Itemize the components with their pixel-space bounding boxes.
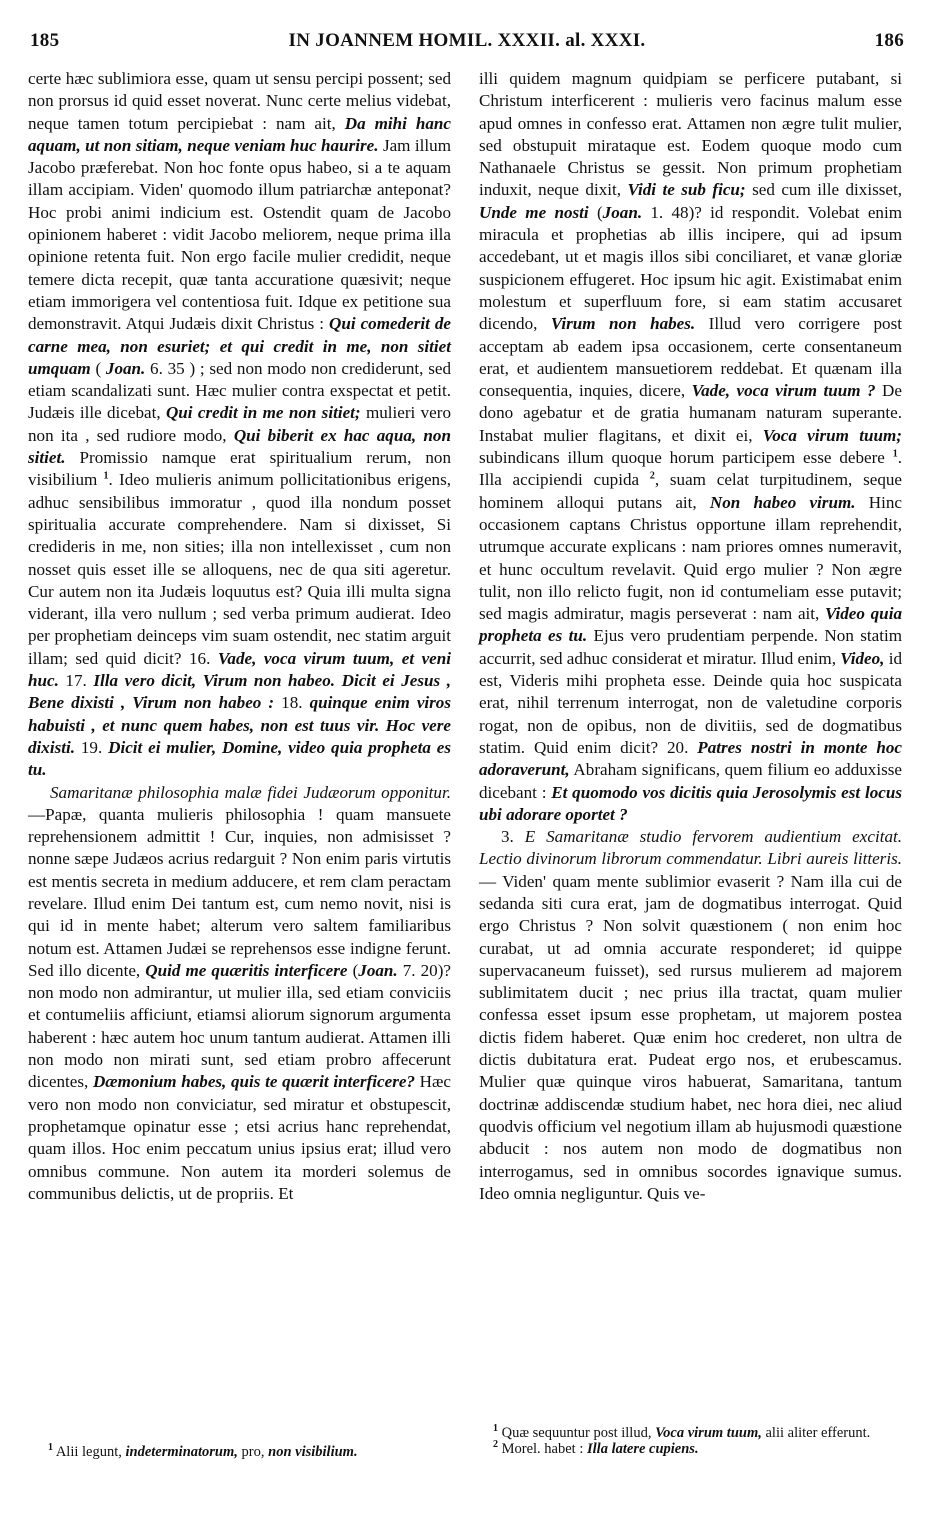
text-run: (: [90, 358, 106, 378]
text-run: certe hæc sublimiora esse, quam ut sensu percipi possent; sed non prorsus id quid esset noverat. Nunc certe melius videbat, neque tamen totum percipiebat : nam ait,: [28, 69, 451, 133]
text-run: , suam celat turpitudinem, seque hominem alloqui putans ait,: [479, 470, 902, 512]
text-run: — Viden' quam mente sublimior evaserit ? Nam illa cui de sedanda siti cura erat, jam de dogmatibus interrogat. Quid ergo Christus ? Non solvit quæstionem ( non enim hoc curabat, ut ad omnia accurate responderet; id quippe supervacaneum fuisset), sed rursus mulierem ad majorem sublimitatem ducit ; nec prius illa tractat, quam mulier confessa esset ipsum esse prophetam, ut majorem postea dictis fidem haberet. Quæ enim hoc crederet, non ultra de dictis dubitatura erat. Pudeat ergo nos, et erubescamus. Mulier quæ quinque viros habuerat, Samaritana, tantum doctrinæ addiscendæ studium habet, nec hora diei, nec aliud quodvis officium vel negotium illam ab hujusmodi quæstione abducit : nos autem non modo de dogmatibus non interrogamus, sed in omnibus socordes ignavique sumus. Ideo omnia negliguntur. Quis ve-: [479, 871, 902, 1203]
italic-run: Voca virum tuum;: [762, 425, 902, 445]
text-run: . Illa accipiendi cupida: [479, 448, 902, 490]
section-heading: Samaritanæ philosophia malæ fidei Judæorum opponitur.: [50, 782, 451, 802]
italic-run: Dicit ei mulier, Domine, video quia propheta es tu.: [28, 737, 451, 780]
text-run: mulieri vero non ita , sed rudiore modo,: [28, 403, 451, 445]
text-run: Hinc occasionem captans Christus opportune illam reprehendit, utrumque accurate explicans : nam priores omnes numeravit, et hunc occultum revelavit. Quid ergo mulier ? Non ægre tulit, non illo relicto fugit, non id contumeliam esse putavit; sed magis admiratur, magis perseverat : nam ait,: [479, 492, 902, 624]
paragraph: [28, 68, 451, 782]
italic-run: Virum non habes.: [550, 314, 696, 334]
left-column: [28, 68, 451, 1205]
text-run: 1. 48)? id respondit. Volebat enim miracula et prophetias ab illis incipere, qui ad ipsum accedebant, ut et magis illos sibi conciliaret, et vanæ gloriæ suspicionem effugeret. Hoc ipsum hic agit. Existimabat enim molestum et superfluum fore, si eam statim accusaret dicendo,: [479, 202, 903, 334]
right-column: [479, 68, 902, 1205]
footnote-marker: 2: [493, 1439, 498, 1451]
italic-run: Da mihi hanc aquam, ut non sitiam, neque veniam huc haurire.: [28, 113, 451, 155]
text-run: Promissio namque erat spiritualium rerum, non visibilium: [28, 448, 451, 490]
italic-run: Voca virum tuum,: [655, 1425, 762, 1441]
italic-run: Quid me quæritis interficere: [145, 960, 348, 980]
text-run: De dono agebatur et de gratia humanam naturam superante. Instabat mulier flagitans, et dixit ei,: [479, 381, 902, 445]
text-run: alii aliter efferunt.: [761, 1425, 871, 1441]
text-run: 7. 20)? non modo non admirantur, ut mulier illa, sed etiam conviciis et contumeliis afficiunt, etiamsi aliorum signorum argumenta haberent : hæc autem hoc unum tantum audierat. Attamen illi non modo non mirati sunt, sed etiam probro affecerunt dicentes,: [28, 960, 452, 1092]
text-run: Illud vero corrigere post acceptam ab eadem ipsa occasionem, certe consentaneum erat, et audientem mansuetiorem reddebat. Et quænam illa consequentia, inquies, dicere,: [479, 314, 902, 401]
text-run: Jam illum Jacobo præferebat. Non hoc fonte opus habeo, si a te aquam illam accipiam. Viden' quomodo illum patriarchæ anteponat? Hoc probi animi indicium est. Ostendit quam de Jacobo opinionem haberet : vidit Jacobo meliorem, neque prima illa opinione retenta fuit. Non ergo facile mulier credidit, neque temere dicta recepit, quæ tanta accuratione quæsivit; neque etiam immorigera vel contentiosa fuit. Idque ex petitione sua demonstravit. Atqui Judæis dixit Christus :: [28, 135, 451, 334]
italic-run: Patres nostri in monte hoc adoraverunt,: [479, 737, 902, 780]
text-run: (: [588, 202, 603, 222]
document-page: [28, 30, 906, 1520]
running-head: [28, 30, 906, 58]
italic-run: Illa vero dicit, Virum non habeo. Dicit ei Jesus , Bene dixisti , Virum non habeo :: [28, 671, 451, 713]
italic-run: Et quomodo vos dicitis quia Jerosolymis est locus ubi adorare oportet ?: [479, 782, 902, 824]
text-run: Morel. habet :: [498, 1441, 587, 1457]
italic-run: Vade, voca virum tuum ?: [691, 381, 876, 401]
italic-run: Joan.: [105, 358, 146, 378]
text-run: pro,: [237, 1444, 269, 1460]
text-run: (: [347, 960, 359, 980]
text-run: Ejus vero prudentiam perpende. Non statim accurrit, sed adhuc considerat et miratur. Illud enim,: [479, 626, 903, 668]
text-run: illi quidem magnum quidpiam se perficere putabant, si Christum interficerent : mulieris vero facinus malum esse apud omnes in confesso erat. Attamen non ægre tulit mulier, sed obstupuit mirataque est. Eodem quoque modo cum Nathanaele Christus se gessit. Non primum prophetiam induxit, neque dixit,: [479, 69, 902, 200]
text-run: . Ideo mulieris animum pollicitationibus erigens, adhuc sensibilibus immoratur , quod illa nondum posset spiritualia accurate comprehendere. Nam si dixisset, Si credideris in me, non sities; illa non intellexisset , cum non nosset quis esset ille se alloquens, nec de qua siti ageretur. Cur autem non ita Judæis loquutus est? Quia illi multa signa viderant, illa vero nullum ; sed verba primum audierat. Ideo per prophetiam deinceps vim suam ostendit, nec statim arguit illam; sed quid dicit? 16.: [28, 470, 452, 668]
paragraph: [479, 68, 902, 826]
italic-run: quinque enim viros habuisti , et nunc quem habes, non est tuus vir. Hoc vere dixisti.: [28, 693, 452, 757]
text-run: Hæc vero non modo non conviciatur, sed miratur et obstupescit, prophetamque opinatur esse ; etsi acrius hanc reprehendat, quam illos. Hoc enim peccatum unius ipsius erat; illud vero omnibus commune. Non autem ita morderi solemus de communibus delictis, ut de propriis. Et: [28, 1072, 452, 1203]
italic-run: Qui credit in me non sitiet;: [165, 403, 361, 423]
running-title: IN JOANNEM HOMIL. XXXII. al. XXXI.: [288, 30, 646, 51]
text-run: id est, Videris mihi propheta esse. Deinde quia hoc suspicata erat, nihil terrenum interrogat, non de valetudine corporis rogat, non de opibus, non de divitiis, sed de dogmatibus statim. Quid enim dicit? 20.: [479, 648, 902, 757]
text-run: Abraham significans, quem filium eo adduxisse dicebant :: [479, 760, 902, 802]
footnotes-right: [493, 1425, 903, 1457]
section-heading: E Samaritanæ studio fervorem audientium excitat. Lectio divinorum librorum commendatur. Libri aureis litteris.: [479, 827, 903, 869]
text-run: 3.: [501, 827, 525, 847]
text-run: 17.: [58, 671, 94, 691]
text-run: 6. 35 ) ; sed non modo non crediderunt, sed etiam scandalizati sunt. Hæc mulier contra exspectat et petit. Judæis ille dicebat,: [28, 358, 451, 423]
italic-run: Vidi te sub ficu;: [627, 180, 746, 200]
footnote: [48, 1444, 458, 1460]
page-number-left: 185: [30, 30, 60, 51]
page-number-right: 186: [874, 30, 904, 51]
text-run: 18.: [274, 693, 310, 713]
text-run: —Papæ, quanta mulieris philosophia ! quam mansuete reprehensionem admittit ! Cur, inquies, non admisisset ? nonne sæpe Judæos acrius redarguit ? Non enim paris virtutis est mentis secreta in medium adducere, et rem clam peractam revelare. Illud enim Dei tantum est, cum nemo novit, nisi is qui id in mente habet; alterum vero saltem familiaribus notum est. Attamen Judæi se reprehensos esse indigne ferunt. Sed illo dicente,: [28, 804, 451, 980]
footnote-marker: 2: [649, 470, 655, 482]
text-run: 19.: [75, 737, 109, 757]
italic-run: Joan.: [602, 202, 643, 222]
footnote: [493, 1425, 903, 1441]
italic-run: Vade, voca virum tuum, et veni huc.: [28, 648, 451, 691]
italic-run: Qui biberit ex hac aqua, non sitiet.: [28, 425, 451, 468]
footnote-marker: 1: [892, 448, 898, 460]
italic-run: Video,: [840, 648, 885, 668]
italic-run: non visibilium.: [268, 1444, 358, 1460]
paragraph: [28, 782, 451, 1206]
italic-run: Dæmonium habes, quis te quærit interficere?: [92, 1072, 415, 1092]
italic-run: Unde me nosti: [479, 202, 589, 222]
footnote: [493, 1441, 903, 1457]
text-run: sed cum ille dixisset,: [745, 180, 903, 200]
footnote-marker: 1: [48, 1442, 53, 1454]
text-run: Quæ sequuntur post illud,: [498, 1425, 656, 1441]
italic-run: Joan.: [358, 960, 398, 980]
italic-run: Illa latere cupiens.: [587, 1441, 699, 1457]
italic-run: Qui comederit de carne mea, non esuriet; et qui credit in me, non sitiet umquam: [28, 314, 451, 378]
italic-run: indeterminatorum,: [125, 1444, 238, 1460]
footnote-marker: 1: [103, 470, 109, 482]
text-run: subindicans illum quoque horum participem esse debere: [479, 448, 893, 468]
footnote-marker: 1: [493, 1423, 498, 1435]
italic-run: Non habeo virum.: [709, 492, 856, 512]
paragraph: [479, 826, 902, 1205]
footnotes-left: [48, 1444, 458, 1460]
italic-run: Video quia propheta es tu.: [479, 604, 902, 646]
text-run: Alii legunt,: [53, 1444, 126, 1460]
